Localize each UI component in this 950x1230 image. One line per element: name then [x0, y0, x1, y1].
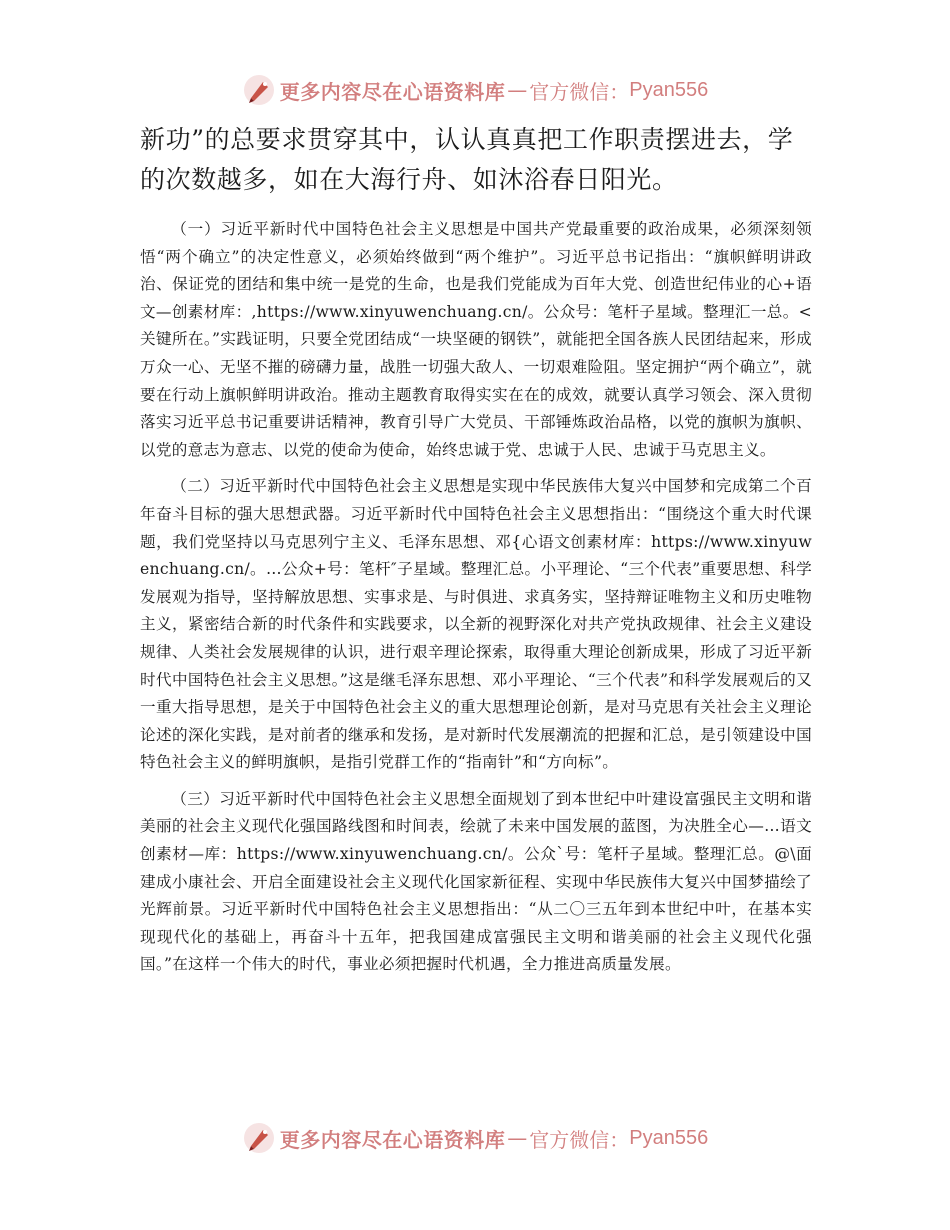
- footer-banner: [0, 1118, 950, 1158]
- pen-nib-logo-icon: [242, 1121, 276, 1155]
- promo-text: 更多内容尽在心语资料库: [279, 79, 506, 104]
- contact-id: Pyan556: [629, 78, 709, 101]
- contact-id: Pyan556: [629, 1126, 709, 1149]
- lead-text: 新功”的总要求贯穿其中，认认真真把工作职责摆进去，学的次数越多，如在大海行舟、如沐浴春日阳光。: [140, 125, 794, 194]
- pen-nib-logo-icon: [242, 73, 276, 107]
- paragraph-3: （三）习近平新时代中国特色社会主义思想全面规划了到本世纪中叶建设富强民主文明和谐美丽的社会主义现代化强国路线图和时间表，绘就了未来中国发展的蓝图，为决胜全心—…语文创素材—库：https://www.xinyuwenchuang.cn/。公众`号：笔杆子星域。整理汇总。@\面建成小康社会、开启全面建设社会主义现代化国家新征程、实现中华民族伟大复兴中国梦描绘了光辉前景。习近平新时代中国特色社会主义思想指出：“从二〇三五年到本世纪中叶，在基本实现现代化的基础上，再奋斗十五年，把我国建成富强民主文明和谐美丽的社会主义现代化强国。”在这样一个伟大的时代，事业必须把握时代机遇，全力推进高质量发展。: [140, 789, 812, 974]
- contact-label: 官方微信：: [529, 79, 630, 104]
- contact-label: 官方微信：: [529, 1127, 630, 1152]
- paragraph-1: （一）习近平新时代中国特色社会主义思想是中国共产党最重要的政治成果，必须深刻领悟“两个确立”的决定性意义，必须始终做到“两个维护”。习近平总书记指出：“旗帜鲜明讲政治、保证党的团结和集中统一是党的生命，也是我们党能成为百年大党、创造世纪伟业的心+语文—创素材库：,https://www.xinyuwenchuang.cn/。公众号：笔杆子星域。整理汇一总。<关键所在。”实践证明，只要全党团结成“一块坚硬的钢铁”，就能把全国各族人民团结起来，形成万众一心、无坚不摧的磅礴力量，战胜一切强大敌人、一切艰难险阻。坚定拥护“两个确立”，就要在行动上旗帜鲜明讲政治。推动主题教育取得实实在在的成效，就要认真学习领会、深入贯彻落实习近平总书记重要讲话精神，教育引导广大党员、干部锤炼政治品格，以党的旗帜为旗帜、以党的意志为意志、以党的使命为使命，始终忠诚于党、忠诚于人民、忠诚于马克思主义。: [140, 220, 812, 459]
- banner-separator: —: [507, 78, 528, 102]
- header-banner: [0, 70, 950, 110]
- banner-separator: —: [507, 1126, 528, 1150]
- promo-text: 更多内容尽在心语资料库: [279, 1127, 506, 1152]
- paragraph-2: （二）习近平新时代中国特色社会主义思想是实现中华民族伟大复兴中国梦和完成第二个百年奋斗目标的强大思想武器。习近平新时代中国特色社会主义思想指出：“围绕这个重大时代课题，我们党坚持以马克思列宁主义、毛泽东思想、邓{心语文创素材库：https://www.xinyuwenchuang.cn/。…公众+号：笔杆″子星域。整理汇总。小平理论、“三个代表”重要思想、科学发展观为指导，坚持解放思想、实事求是、与时俱进、求真务实，坚持辩证唯物主义和历史唯物主义，紧密结合新的时代条件和实践要求，以全新的视野深化对共产党执政规律、社会主义建设规律、人类社会发展规律的认识，进行艰辛理论探索，取得重大理论创新成果，形成了习近平新时代中国特色社会主义思想。”这是继毛泽东思想、邓小平理论、“三个代表”和科学发展观后的又一重大指导思想，是关于中国特色社会主义的重大思想理论创新，是对马克思有关社会主义理论论述的深化实践，是对前者的继承和发扬，是对新时代发展潮流的把握和汇总，是引领建设中国特色社会主义的鲜明旗帜，是指引党群工作的“指南针”和“方向标”。: [140, 477, 812, 772]
- document-body: [140, 216, 812, 988]
